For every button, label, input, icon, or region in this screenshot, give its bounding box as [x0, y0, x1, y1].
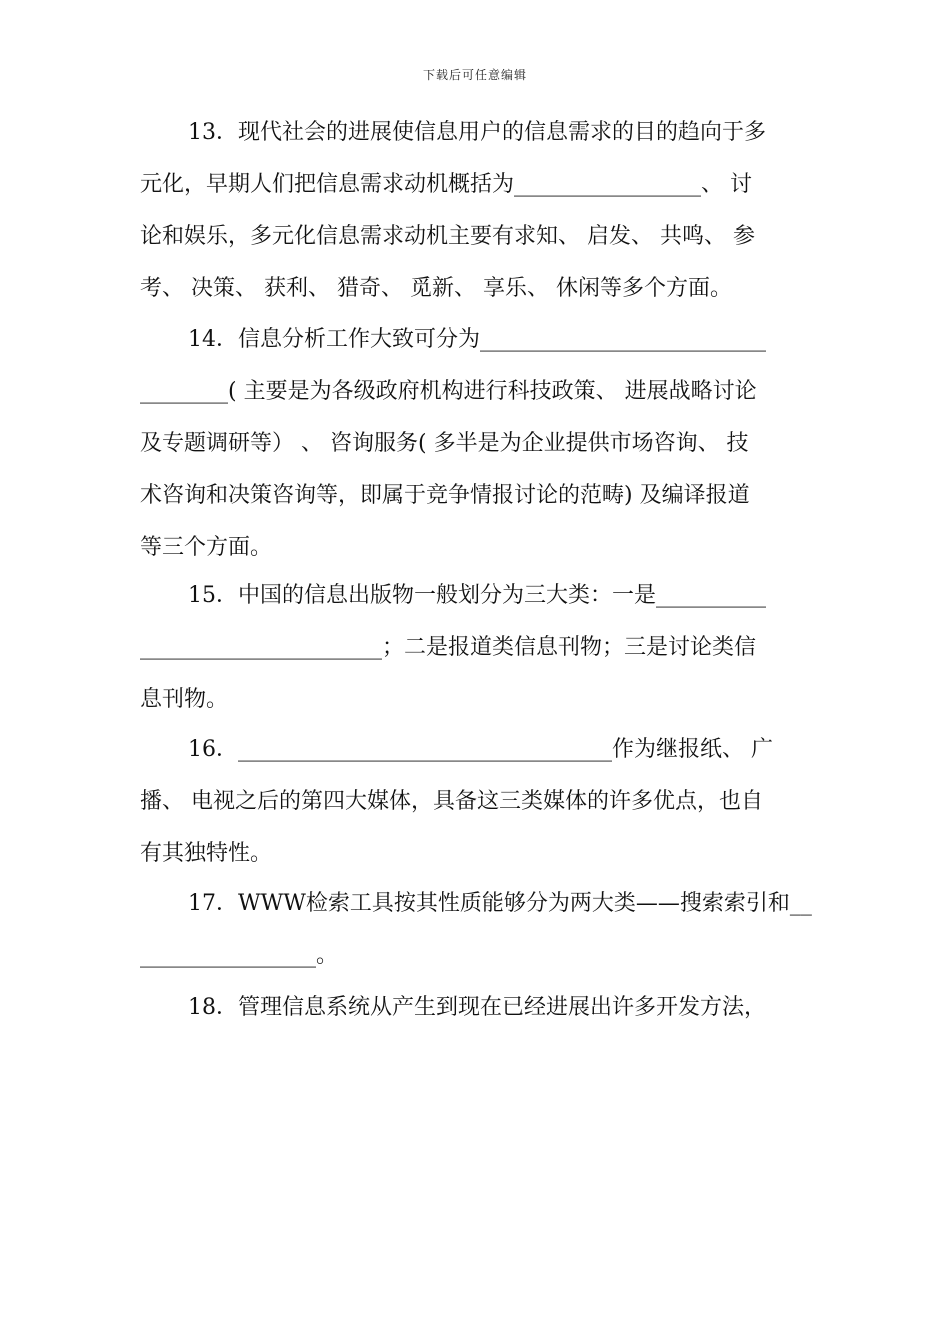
- question-14-line-2: ________( 主要是为各级政府机构进行科技政策、 进展战略讨论: [140, 379, 757, 404]
- page-header: 下载后可任意编辑: [422, 68, 527, 82]
- question-16-line-1: 16．__________________________________作为继报纸、 广: [188, 737, 773, 762]
- question-17-line-1: 17．WWW检索工具按其性质能够分为两大类——搜索索引和__: [188, 891, 812, 916]
- question-18-line-1: 18．管理信息系统从产生到现在已经进展出许多开发方法，: [188, 995, 766, 1020]
- question-13-line-3: 论和娱乐，多元化信息需求动机主要有求知、 启发、 共鸣、 参: [140, 224, 755, 249]
- question-14-line-1: 14．信息分析工作大致可分为__________________________: [188, 327, 766, 352]
- question-15-line-1: 15．中国的信息出版物一般划分为三大类：一是__________: [188, 583, 766, 608]
- question-16-line-3: 有其独特性。: [140, 841, 273, 866]
- question-17-line-2: ________________。: [140, 943, 339, 968]
- question-15-line-3: 息刊物。: [140, 687, 229, 712]
- question-13-line-4: 考、 决策、 获利、 猎奇、 觅新、 享乐、 休闲等多个方面。: [140, 276, 732, 301]
- question-15-line-2: ______________________；二是报道类信息刊物；三是讨论类信: [140, 635, 757, 660]
- question-14-line-5: 等三个方面。: [140, 535, 273, 560]
- question-13-line-2: 元化，早期人们把信息需求动机概括为_________________、 讨: [140, 172, 752, 197]
- question-13-line-1: 13．现代社会的进展使信息用户的信息需求的目的趋向于多: [188, 120, 766, 145]
- question-14-line-4: 术咨询和决策咨询等，即属于竞争情报讨论的范畴) 及编译报道: [140, 483, 750, 508]
- question-14-line-3: 及专题调研等） 、 咨询服务( 多半是为企业提供市场咨询、 技: [140, 431, 749, 456]
- question-16-line-2: 播、 电视之后的第四大媒体，具备这三类媒体的许多优点，也自: [140, 789, 763, 814]
